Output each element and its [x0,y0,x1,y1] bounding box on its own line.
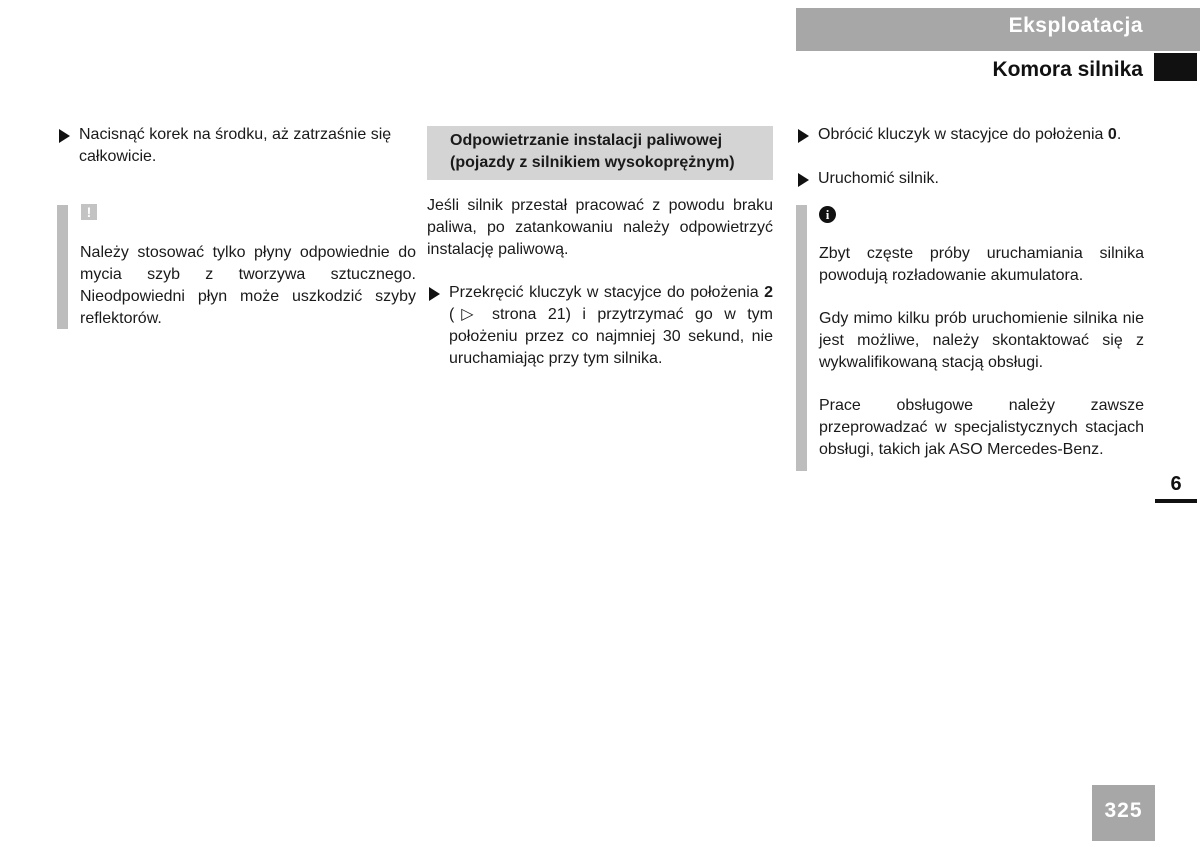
instruction-step [796,168,1144,190]
step-text-part: Obrócić kluczyk w stacyjce do położenia [818,126,1108,143]
page-number: 325 [1092,785,1155,841]
step-text [818,126,1121,143]
info-text [819,243,1144,461]
step-text-part: Przekręcić kluczyk w stacyjce do położenia [449,284,765,301]
info-paragraph: Zbyt częste próby uruchamiania silnika powodują rozładowanie akumulatora. [819,245,1144,284]
info-paragraph: Prace obsługowe należy zawsze przeprowadzać w specjalistycznych stacjach obsługi, takich jak ASO Mercedes-Benz. [819,397,1144,458]
column-2 [427,126,773,370]
page-reference: (▷ strona 21) [449,306,571,323]
info-paragraph: Gdy mimo kilku prób uruchomienie silnika nie jest możliwe, należy skontaktować się z wykwalifikowaną stacją obsługi. [819,310,1144,371]
key-position: 2 [764,284,773,301]
section-heading [427,126,773,180]
info-note [796,205,1144,471]
step-text [449,282,773,370]
section-title: Eksploatacja [1008,14,1143,37]
chapter-tab-underline [1155,499,1197,503]
instruction-step [427,282,773,370]
warning-icon: ! [81,204,97,220]
heading-line-2: (pojazdy z silnikiem wysokoprężnym) [450,154,735,171]
subsection-title: Komora silnika [992,58,1143,81]
heading-line-1: Odpowietrzanie instalacji paliwowej [450,132,723,149]
warning-text: Należy stosować tylko płyny odpowiednie do mycia szyb z tworzywa sztucznego. Nieodpowiedni płyn może uszkodzić szyby reflektorów. [80,244,416,327]
arrow-bullet-icon [798,173,809,187]
key-position: 0 [1107,126,1117,143]
info-icon: i [819,206,836,223]
arrow-bullet-icon [59,129,70,143]
arrow-bullet-icon [429,287,440,301]
instruction-step [796,124,1144,146]
intro-paragraph: Jeśli silnik przestał pracować z powodu braku paliwa, po zatankowaniu należy odpowietrzyć instalację paliwową. [427,197,773,258]
header-marker [1154,53,1197,81]
arrow-bullet-icon [798,129,809,143]
step-text-part: . [1116,126,1122,143]
step-text: Nacisnąć korek na środku, aż zatrzaśnie się całkowicie. [79,126,392,165]
step-text: Uruchomić silnik. [818,170,939,187]
column-3 [796,124,1144,471]
warning-note [57,204,416,329]
chapter-tab: 6 [1170,473,1182,495]
step-text-part: i przytrzymać go w tym położeniu przez co najmniej 30 sekund, nie uruchamiając przy tym silnika. [449,306,773,367]
column-1 [57,124,416,329]
instruction-step [57,124,407,168]
